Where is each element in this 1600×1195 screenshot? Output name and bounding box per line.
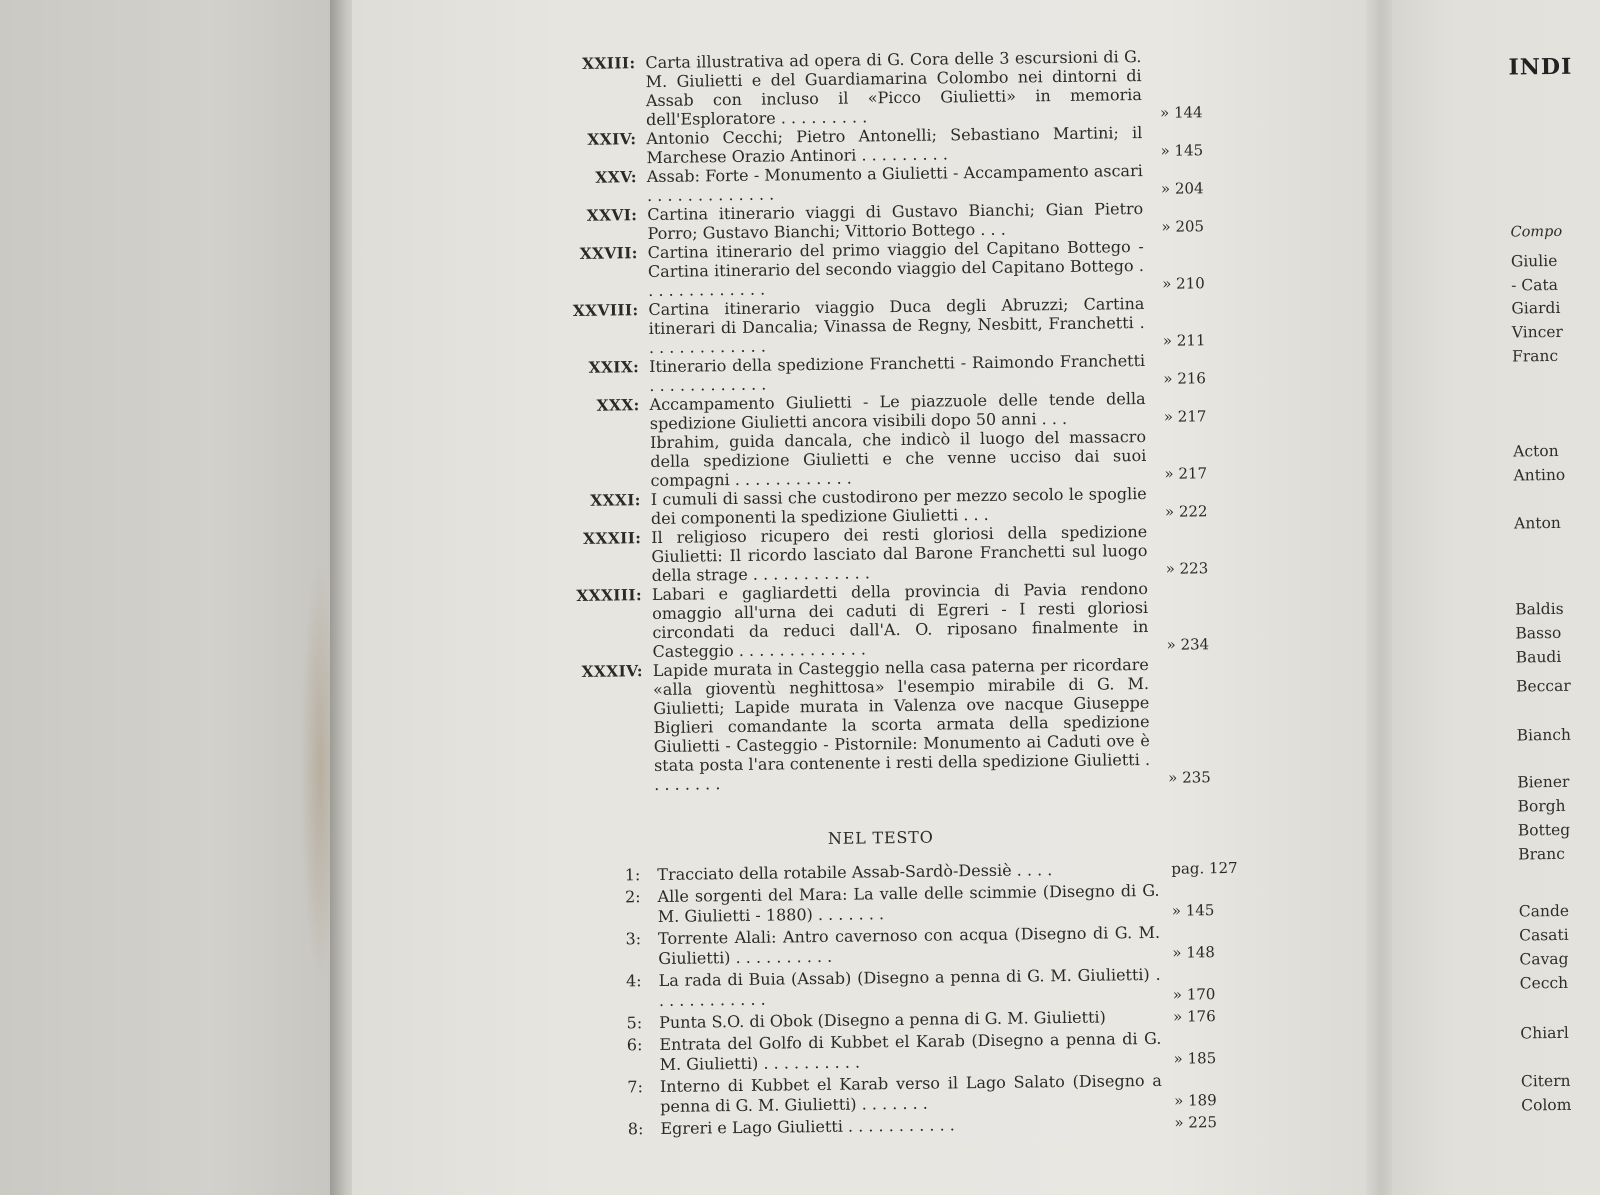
entry-text: Cartina itinerario viaggi di Gustavo Bianchi; Gian Pietro Porro; Gustavo Bianchi; Vittorio Bottego . . .: [647, 198, 1144, 244]
entry-number: 2:: [624, 887, 641, 907]
entry-text: Labari e gagliardetti della provincia di Pavia rendono omaggio all'urna dei caduti di Egreri - I resti gloriosi circondati da reduci dall'A. O. riposano finalmente in Casteggio . . . . . . . . . . . . .: [651, 578, 1149, 662]
entry-text: Il religioso ricupero dei resti gloriosi della spedizione Giulietti: Il ricordo lasciato dal Barone Franchetti sul luogo della strage . . . . . . . . . . . .: [651, 521, 1148, 586]
index-entry: [556, 236, 1257, 302]
entry-page: » 170: [1172, 985, 1216, 1004]
entry-text: Alle sorgenti del Mara: La valle delle scimmie (Disegno di G. M. Giulietti - 1880) . . . . . . .: [657, 880, 1160, 926]
entry-number: [558, 433, 640, 434]
entry-number: XXXII:: [582, 528, 642, 548]
index-name: Bianch: [1516, 725, 1572, 745]
entry-text: Carta illustrativa ad opera di G. Cora delle 3 escursioni di G. M. Giulietti e del Guardiamarina Colombo nei dintorni di Assab con incluso il «Picco Giulietti» in memoria dell'Esploratore . . . . . . . . .: [645, 47, 1142, 130]
entry-number: XXVIII:: [572, 300, 639, 320]
entry-page: » 145: [1160, 141, 1204, 160]
index-entry: [559, 521, 1260, 587]
entry-page: » 210: [1162, 274, 1205, 293]
index-name: Vincer: [1511, 322, 1564, 342]
entry-number: XXIX:: [588, 357, 640, 377]
entry-number: XXXI:: [590, 490, 641, 510]
entry-number: 5:: [626, 1013, 643, 1033]
entry-page: » 234: [1166, 635, 1210, 654]
entry-page: » 217: [1163, 407, 1207, 426]
index-entry: [556, 293, 1257, 359]
text-figure-entry: [585, 1027, 1285, 1076]
index-name: Branc: [1518, 844, 1565, 864]
entry-text: La rada di Buia (Assab) (Disegno a penna di G. M. Giulietti) . . . . . . . . . . . .: [658, 964, 1161, 1010]
entry-page: » 222: [1164, 502, 1208, 521]
index-entry: [561, 654, 1263, 796]
entry-text: Antonio Cecchi; Pietro Antonelli; Sebastiano Martini; il Marchese Orazio Antinori . . . . . . . . .: [646, 123, 1143, 168]
text-figure-entry: [586, 1069, 1286, 1118]
illustrations-list: [553, 46, 1262, 795]
index-name: Franc: [1511, 346, 1559, 366]
index-name: Citern: [1520, 1071, 1571, 1091]
index-name: Baudi: [1515, 647, 1562, 667]
entry-page: pag. 127: [1171, 858, 1238, 878]
text-figure-entry: [585, 963, 1285, 1012]
index-name: Cande: [1518, 901, 1570, 921]
index-entry: [553, 46, 1254, 131]
entry-number: XXVII:: [579, 243, 638, 263]
entry-page: » 205: [1161, 217, 1205, 236]
entry-number: 4:: [625, 971, 642, 991]
entry-number: XXIII:: [581, 53, 636, 73]
entry-text: Itinerario della spedizione Franchetti - Raimondo Franchetti . . . . . . . . . . . .: [649, 350, 1146, 396]
index-name: Chiarl: [1520, 1023, 1569, 1043]
entry-number: XXV:: [595, 167, 637, 187]
index-name: Compo: [1510, 223, 1563, 241]
index-name: Biener: [1517, 772, 1570, 792]
entry-page: » 176: [1173, 1007, 1216, 1026]
entry-page: » 216: [1163, 369, 1207, 388]
entry-text: Interno di Kubbet el Karab verso il Lago Salato (Disegno a penna di G. M. Giulietti) . . . . . . .: [659, 1070, 1163, 1116]
index-name: Cavag: [1519, 949, 1569, 969]
entry-page: » 145: [1171, 901, 1215, 920]
entry-text: Torrente Alali: Antro cavernoso con acqua (Disegno di G. M. Giulietti) . . . . . . . . . .: [658, 922, 1161, 968]
text-figure-entry: [584, 921, 1284, 970]
entry-page: » 148: [1172, 943, 1216, 962]
entry-text: Tracciato della rotabile Assab-Sardò-Dessiè . . . .: [657, 860, 1053, 884]
entry-text: Accampamento Giulietti - Le piazzuole delle tende della spedizione Giulietti ancora visibili dopo 50 anni . . .: [649, 388, 1146, 434]
index-name: Beccar: [1515, 676, 1571, 696]
entry-text: Entrata del Golfo di Kubbet el Karab (Disegno a penna di G. M. Giulietti) . . . . . . . . . .: [659, 1028, 1162, 1074]
entry-number: 7:: [627, 1077, 644, 1097]
entry-number: XXVI:: [586, 205, 638, 225]
entry-page: » 217: [1164, 464, 1208, 483]
index-name: Anton: [1514, 513, 1561, 533]
index-name: Antino: [1513, 465, 1566, 485]
entry-number: 6:: [626, 1035, 643, 1055]
index-name: Basso: [1515, 623, 1562, 643]
entry-text: Punta S.O. di Obok (Disegno a penna di G. M. Giulietti): [659, 1007, 1106, 1032]
entry-number: XXIV:: [587, 129, 637, 149]
index-name: Botteg: [1517, 820, 1571, 840]
entry-page: » 189: [1174, 1091, 1217, 1110]
entry-page: » 144: [1159, 103, 1203, 122]
index-name: Cecch: [1519, 973, 1569, 993]
entry-number: 1:: [624, 865, 641, 885]
entry-text: Cartina itinerario del primo viaggio del Capitano Bottego - Cartina itinerario del secondo viaggio del Capitano Bottego . . . . . . . . . . . . .: [647, 236, 1145, 301]
entry-page: » 204: [1160, 179, 1204, 198]
index-name: Acton: [1513, 441, 1559, 461]
entry-number: XXX:: [596, 395, 640, 415]
section-title: NEL TESTO: [827, 827, 934, 848]
entry-text: I cumuli di sassi che custodirono per mezzo secolo le spoglie dei componenti la spedizione Giulietti . . .: [650, 483, 1147, 529]
entry-page: » 223: [1165, 559, 1209, 578]
entry-number: 3:: [625, 929, 642, 949]
index-name: Borgh: [1517, 796, 1566, 816]
index-name: Casati: [1519, 925, 1569, 945]
index-entry: [558, 426, 1259, 492]
entry-number: XXXIII:: [576, 585, 643, 605]
index-name: Giulie: [1510, 251, 1558, 271]
entry-number: 8:: [627, 1119, 644, 1139]
entry-page: » 235: [1168, 768, 1211, 787]
index-name: Baldis: [1515, 599, 1564, 619]
index-title: INDI: [1508, 53, 1573, 81]
entry-text: Assab: Forte - Monumento a Giulietti - Accampamento ascari . . . . . . . . . . . . .: [646, 161, 1143, 206]
entry-page: » 185: [1173, 1049, 1217, 1068]
entry-page: » 211: [1162, 331, 1206, 350]
entry-text: Cartina itinerario viaggio Duca degli Abruzzi; Cartina itinerari di Dancalia; Vinassa de Regny, Nesbitt, Franchetti . . . . . . . . . . . . .: [648, 293, 1145, 358]
text-figures-list: [583, 857, 1286, 1142]
index-name: Colom: [1521, 1095, 1572, 1115]
entry-number: XXXIV:: [581, 661, 643, 681]
entry-text: Ibrahim, guida dancala, che indicò il luogo del massacro della spedizione Giulietti e che venne ucciso dai suoi compagni . . . . . . . . . . . .: [649, 426, 1147, 491]
entry-text: Egreri e Lago Giulietti . . . . . . . . . . .: [660, 1115, 955, 1138]
index-name: Giardi: [1511, 298, 1561, 318]
entry-page: » 225: [1174, 1113, 1218, 1132]
index-entry: [560, 578, 1261, 663]
index-name: - Cata: [1511, 275, 1559, 295]
entry-text: Lapide murata in Casteggio nella casa paterna per ricordare «alla gioventù neghittosa» l'esempio mirabile di G. M. Giulietti; Lapide murata in Valenza ove nacque Giuseppe Biglieri comandante la scorta armata della spedizione Giulietti - Casteggio - Pistornile: Monumento ai Caduti ove è stata posta l'ara contenente i resti della spedizione Giulietti . . . . . . . .: [652, 654, 1151, 795]
text-figure-entry: [583, 879, 1283, 928]
